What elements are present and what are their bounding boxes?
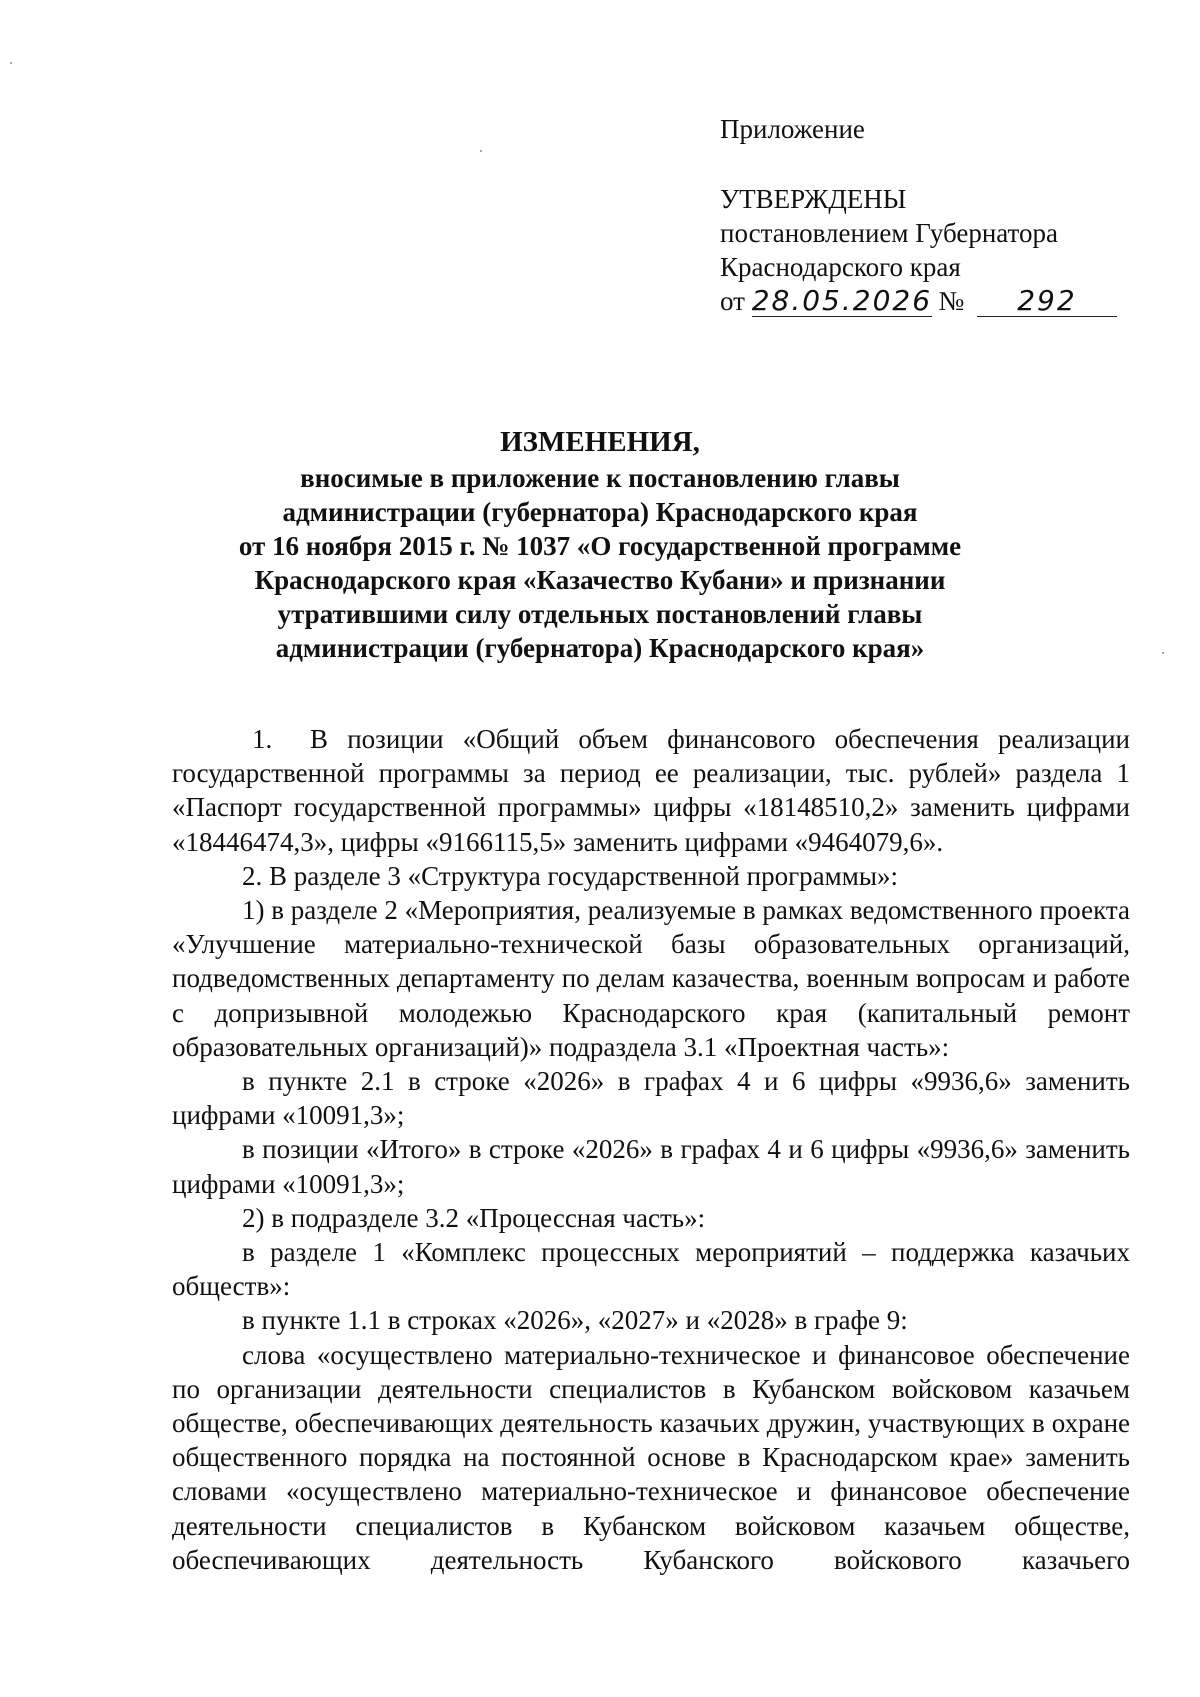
number-label: № [938, 286, 965, 316]
date-number-line [720, 284, 1140, 318]
scan-speck [1162, 652, 1164, 654]
paragraph-5: в позиции «Итого» в строке «2026» в графах 4 и 6 цифры «9936,6» заменить цифрами «10091,3»; [172, 1134, 1130, 1199]
paragraph-number: 1. [252, 724, 273, 754]
scan-speck [480, 150, 482, 152]
handwritten-date: 28.05.2026 [751, 284, 933, 317]
document-title [170, 425, 1030, 665]
paragraph-9: слова «осуществлено материально-техническое и финансовое обеспечение по организации деятельности специалистов в Кубанском войсковом казачьем обществе, обеспечивающих деятельность казачьих дружин, участвующих в охране общественного порядка на постоянной основе в Краснодарском крае» заменить словами «осуществлено материально-техническое и финансовое обеспечение деятельности специалистов в Кубанском войсковом казачьем обществе, обеспечивающих деятельность Кубанского войскового казачьего [172, 1339, 1130, 1575]
paragraph-7: в разделе 1 «Комплекс процессных мероприятий – поддержка казачьих обществ»: [172, 1237, 1130, 1302]
paragraph-1 [172, 722, 1130, 859]
title-line: администрации (губернатора) Краснодарского края» [275, 633, 925, 663]
region-line: Краснодарского края [720, 252, 961, 282]
document-body [172, 722, 1130, 1577]
title-line: от 16 ноября 2015 г. № 1037 «О государственной программе [238, 531, 962, 561]
title-line: вносимые в приложение к постановлению главы [300, 463, 900, 493]
paragraph-8: в пункте 1.1 в строках «2026», «2027» и «2028» в графе 9: [242, 1305, 908, 1336]
paragraph-3: 1) в разделе 2 «Мероприятия, реализуемые в рамках ведомственного проекта «Улучшение материально-технической базы образовательных организаций, подведомственных департаменту по делам казачества, военным вопросам и работе с допризывной молодежью Краснодарского края (капитальный ремонт образовательных организаций)» подраздела 3.1 «Проектная часть»: [172, 895, 1130, 1062]
decree-line: постановлением Губернатора [720, 218, 1058, 248]
paragraph-text: В позиции «Общий объем финансового обеспечения реализации государственной программы за период ее реализации, тыс. рублей» раздела 1 «Паспорт государственной программы» цифры «18148510,2» заменить цифрами «18446474,3», цифры «9166115,5» заменить цифрами «9464079,6». [172, 724, 1130, 857]
title-line: Краснодарского края «Казачество Кубани» и признании [254, 565, 946, 595]
title-line: утратившими силу отдельных постановлений главы [277, 599, 923, 629]
scan-speck [10, 62, 12, 64]
from-label: от [720, 286, 745, 316]
paragraph-6: 2) в подразделе 3.2 «Процессная часть»: [242, 1202, 706, 1233]
approval-stamp-block [720, 112, 1140, 318]
approved-label: УТВЕРЖДЕНЫ [720, 184, 907, 214]
paragraph-4: в пункте 2.1 в строке «2026» в графах 4 и 6 цифры «9936,6» заменить цифрами «10091,3»; [172, 1066, 1130, 1131]
title-line: администрации (губернатора) Краснодарского края [282, 497, 918, 527]
appendix-label: Приложение [720, 114, 865, 144]
handwritten-number: 292 [977, 286, 1117, 317]
title-main: ИЗМЕНЕНИЯ, [500, 426, 700, 458]
paragraph-2: 2. В разделе 3 «Структура государственной программы»: [242, 860, 898, 891]
